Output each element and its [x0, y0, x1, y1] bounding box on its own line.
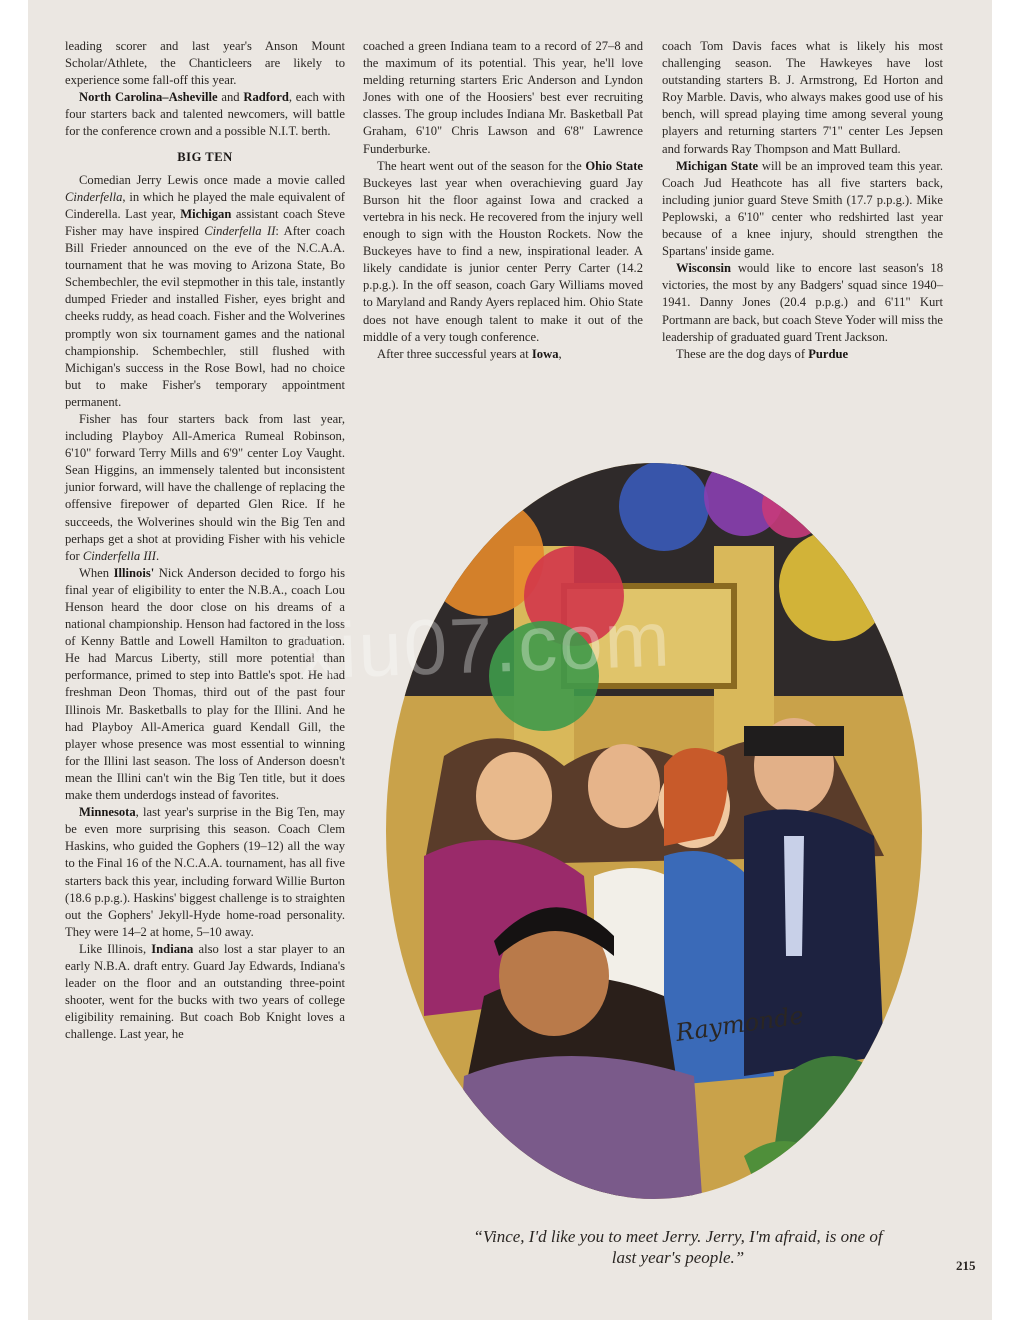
text-run: also lost a star player to an early N.B.A. draft entry. Guard Jay Edwards, Indiana's leader on the floor and an outstanding three-point shooter, went for the bucks with two years of college eligibility remaining. But coach Bob Knight loves a challenge. Last year, he — [65, 941, 345, 1042]
text-run: When — [79, 565, 114, 580]
text-run: coached a green Indiana team to a record of 27–8 and the maximum of its potential. This year, he'll love melding returning starters Eric Anderson and Lyndon Jones with one of the Hoosiers' best ever recruiting classes. The group includes Indiana Mr. Basketball Pat Graham, 6'10" Chris Lawson and 6'8" Lawrence Funderburke. — [363, 39, 643, 156]
paragraph — [662, 260, 943, 345]
text-run: These are the dog days of — [676, 346, 809, 361]
paragraph — [662, 38, 943, 158]
party-cartoon-illustration — [364, 436, 944, 1226]
paragraph — [363, 158, 643, 346]
paragraph — [65, 172, 345, 411]
bold-term: North Carolina–Asheville — [79, 90, 218, 105]
page-number: 215 — [956, 1258, 976, 1273]
text-column-2 — [363, 38, 643, 363]
bold-term: Wisconsin — [676, 261, 732, 276]
bold-term: Radford — [243, 90, 289, 105]
bold-term: Minnesota — [79, 805, 136, 820]
italic-title: Cinderfella III — [82, 548, 156, 563]
bold-term: Michigan — [180, 206, 232, 221]
paragraph — [662, 158, 943, 261]
bold-term: Illinois' — [113, 565, 155, 580]
italic-title: Cinderfella II — [204, 223, 276, 238]
watermark: xiu07.com — [296, 594, 673, 696]
paragraph — [65, 38, 345, 89]
text-run: leading scorer and last year's Anson Mount Scholar/Athlete, the Chanticleers are likely to experience some fall-off this year. — [65, 39, 345, 88]
text-run: would like to encore last season's 18 victories, the most by any Badgers' squad since 1940–1941. Danny Jones (20.4 p.p.g.) and 6'11" Kurt Portmann are back, but coach Steve Yoder will miss the leadership of graduated guard Trent Jackson. — [662, 261, 943, 344]
bold-term: Indiana — [151, 941, 194, 956]
bold-term: Ohio State — [585, 158, 643, 173]
text-run: Fisher has four starters back from last year, including Playboy All-America Rumeal Robinson, 6'10" forward Terry Mills and 6'9" center Loy Vaught. Sean Higgins, an immensely talented but inconsistent junior forward, will have the challenge of replacing the offensive firepower of departed Glen Rice. If he succeeds, the Wolverines should win the Big Ten and perhaps get a shot at providing Fisher with his vehicle for — [65, 411, 345, 563]
paragraph — [65, 411, 345, 565]
illustrator-signature: Raymonde — [673, 1001, 806, 1047]
text-run: BIG TEN — [177, 149, 233, 164]
text-run: , each with four starters back and talented newcomers, will battle for the conference crown and a possible N.I.T. berth. — [65, 90, 345, 139]
text-column-3 — [662, 38, 943, 363]
paragraph — [363, 346, 643, 363]
bold-term: Michigan State — [676, 158, 759, 173]
text-run: Comedian Jerry Lewis once made a movie called — [79, 172, 345, 187]
text-run: Like Illinois, — [79, 941, 152, 956]
text-run: Buckeyes last year when overachieving guard Jay Burson hit the floor against Iowa and cracked a vertebra in his neck. He recovered from the injury well enough to sign with the Houston Rockets. Now the Buckeyes have to find a new, inspirational leader. A likely candidate is junior center Perry Carter (14.2 p.p.g.). In the off season, coach Gary Williams moved to Maryland and Randy Ayers replaced him. Ohio State does not have enough talent to make it out of the middle of a very tough conference. — [363, 175, 643, 344]
cartoon-caption: “Vince, I'd like you to meet Jerry. Jerry, I'm afraid, is one of last year's people.” — [473, 1227, 883, 1267]
text-run: , — [558, 346, 562, 361]
text-run: will be an improved team this year. Coach Jud Heathcote has all five starters back, including junior guard Steve Smith (17.7 p.p.g.). Mike Peplowski, a 6'10" center who redshirted last year because of a knee injury, should strengthen the Spartans' inside game. — [662, 158, 943, 259]
text-run: and — [217, 90, 244, 105]
section-heading — [65, 149, 345, 166]
text-run: , in which he played the male equivalent of Cinderella. Last year, — [65, 189, 345, 221]
bold-term: Iowa — [531, 346, 559, 361]
text-run: Nick Anderson decided to forgo his final year of eligibility to enter the N.B.A., coach Lou Henson heard the door close on his dreams of a national championship. Henson had factored in the loss of Kenny Battle and Lowell Hamilton to graduation. He had Marcus Liberty, still more potential than performance, primed to step into Battle's spot. He had freshman Deon Thomas, third out of the past four Illinois Mr. Basketballs to play for the Illini. And he had Playboy All-America guard Kendall Gill, the player whose presence was most essential to winning for the Illini last season. The loss of Anderson doesn't mean the Illini can't win the Big Ten title, but it does make them underdogs instead of favorites. — [65, 565, 345, 803]
paragraph — [65, 941, 345, 1044]
text-run: , last year's surprise in the Big Ten, may be even more surprising this season. Coach Clem Haskins, who guided the Gophers (19–12) all the way to the Final 16 of the N.C.A.A. tournament, has all five starters back this year, including forward Willie Burton (18.6 p.p.g.). Haskins' biggest challenge is to straighten out the Gophers' Jekyll-Hyde home-road personality. They were 14–2 at home, 5–10 away. — [65, 805, 345, 939]
text-run: The heart went out of the season for the — [377, 158, 586, 173]
paragraph — [65, 89, 345, 140]
text-run: : After coach Bill Frieder announced on the eve of the N.C.A.A. tournament that he was moving to Arizona State, Bo Schembechler, the evil stepmother in this tale, instantly dumped Frieder and installed Fisher, eyes bright and cheeks ruddy, as head coach. Fisher and the Wolverines promptly won six tournament games and the national championship. Schembechler, still flushed with Michigan's success in the Rose Bowl, had no choice but to make Fisher's temporary appointment permanent. — [65, 223, 345, 409]
magazine-page — [28, 0, 992, 1320]
paragraph — [363, 38, 643, 158]
italic-title: Cinderfella — [65, 189, 123, 204]
bold-term: Purdue — [808, 346, 849, 361]
text-run: . — [155, 548, 160, 563]
paragraph — [65, 804, 345, 941]
text-column-1 — [65, 38, 345, 1043]
text-run: assistant coach Steve Fisher may have inspired — [65, 206, 345, 238]
paragraph — [662, 346, 943, 363]
text-run: After three successful years at — [377, 346, 532, 361]
text-run: coach Tom Davis faces what is likely his most challenging season. The Hawkeyes have lost outstanding starters B. J. Armstrong, Ed Horton and Roy Marble. Davis, who always makes good use of his bench, will spread playing time among several young players and returning starters 7'1" center Les Jepsen and forwards Ray Thompson and Matt Bullard. — [662, 39, 943, 156]
